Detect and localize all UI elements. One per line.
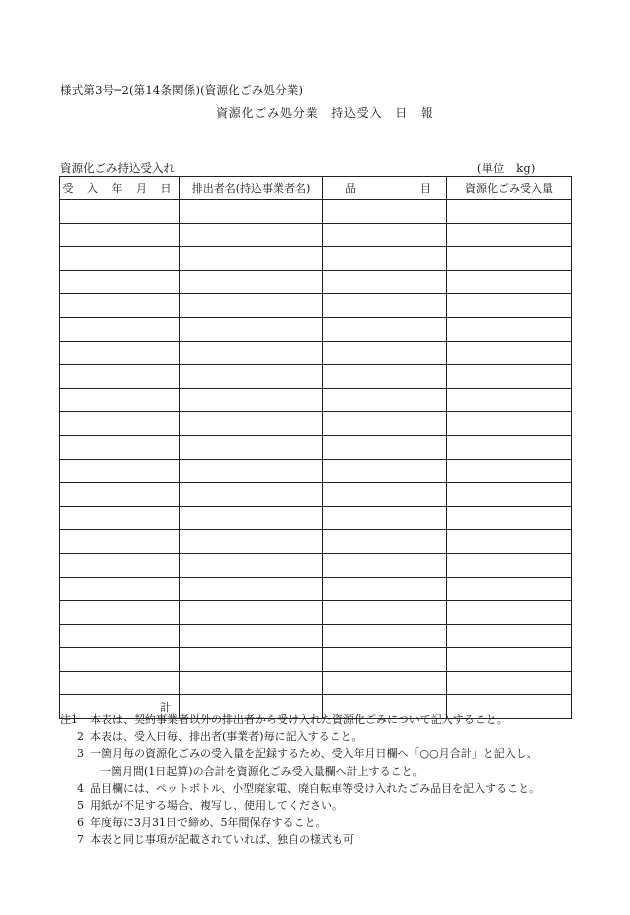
note-item: [60, 711, 540, 728]
table-row: [60, 648, 572, 672]
header-item-char2: 目: [420, 182, 431, 195]
cell-date[interactable]: [60, 270, 180, 294]
cell-item[interactable]: [323, 601, 447, 625]
cell-item[interactable]: [323, 577, 447, 601]
table-row: [60, 388, 572, 412]
intake-table: [59, 176, 572, 719]
table-row: [60, 223, 572, 247]
table-header-row: [60, 177, 572, 200]
unit-label: (単位 kg): [477, 162, 536, 175]
cell-discharger[interactable]: [180, 483, 323, 507]
total-label: 計: [60, 695, 180, 719]
note-item: [60, 797, 540, 814]
table-row: [60, 601, 572, 625]
cell-date[interactable]: [60, 388, 180, 412]
table-row: [60, 200, 572, 224]
cell-date[interactable]: [60, 553, 180, 577]
cell-date[interactable]: [60, 506, 180, 530]
cell-discharger[interactable]: [180, 294, 323, 318]
cell-item[interactable]: [323, 483, 447, 507]
cell-discharger[interactable]: [180, 459, 323, 483]
table-row: [60, 435, 572, 459]
table-body: [60, 200, 572, 719]
cell-amount[interactable]: [447, 483, 572, 507]
note-number: 3: [77, 747, 84, 761]
cell-date[interactable]: [60, 200, 180, 224]
cell-item[interactable]: [323, 341, 447, 365]
cell-date[interactable]: [60, 530, 180, 554]
cell-discharger[interactable]: [180, 247, 323, 271]
cell-item[interactable]: [323, 553, 447, 577]
note-number: 2: [77, 730, 84, 744]
cell-discharger[interactable]: [180, 648, 323, 672]
cell-discharger[interactable]: [180, 341, 323, 365]
section-label: 資源化ごみ持込受入れ: [60, 161, 175, 175]
cell-discharger[interactable]: [180, 671, 323, 695]
cell-item[interactable]: [323, 506, 447, 530]
cell-amount[interactable]: [447, 459, 572, 483]
table-row: [60, 577, 572, 601]
cell-discharger[interactable]: [180, 530, 323, 554]
cell-discharger[interactable]: [180, 388, 323, 412]
form-number: 様式第3号─2(第14条関係)(資源化ごみ処分業): [60, 83, 304, 97]
cell-amount[interactable]: [447, 506, 572, 530]
cell-discharger[interactable]: [180, 317, 323, 341]
cell-date[interactable]: [60, 483, 180, 507]
cell-date[interactable]: [60, 435, 180, 459]
note-item: [60, 780, 540, 797]
note-number: 7: [77, 833, 84, 847]
cell-item[interactable]: [323, 435, 447, 459]
table-row: [60, 483, 572, 507]
cell-discharger[interactable]: [180, 412, 323, 436]
table-row: [60, 270, 572, 294]
cell-discharger[interactable]: [180, 553, 323, 577]
cell-amount[interactable]: [447, 530, 572, 554]
cell-date[interactable]: [60, 365, 180, 389]
cell-amount[interactable]: [447, 601, 572, 625]
cell-item[interactable]: [323, 365, 447, 389]
cell-discharger[interactable]: [180, 200, 323, 224]
note-text: 一箇月毎の資源化ごみの受入量を記録するため、受入年月日欄へ「○○月合計」と記入し、: [90, 747, 538, 761]
cell-item[interactable]: [323, 388, 447, 412]
cell-amount[interactable]: [447, 435, 572, 459]
cell-item[interactable]: [323, 648, 447, 672]
note-item: [60, 763, 540, 780]
cell-date[interactable]: [60, 601, 180, 625]
note-text: 一箇月間(1日起算)の合計を資源化ごみ受入量欄へ計上すること。: [100, 764, 424, 778]
note-number: 6: [77, 816, 84, 830]
cell-amount[interactable]: [447, 577, 572, 601]
note-number: 注1: [60, 713, 78, 726]
header-date: 受 入 年 月 日: [60, 177, 180, 200]
note-text: 本表は、契約事業者以外の排出者から受け入れた資源化ごみについて記入すること。: [90, 713, 508, 726]
cell-date[interactable]: [60, 341, 180, 365]
cell-amount[interactable]: [447, 365, 572, 389]
table-row: [60, 553, 572, 577]
cell-date[interactable]: [60, 412, 180, 436]
cell-item[interactable]: [323, 412, 447, 436]
cell-amount[interactable]: [447, 317, 572, 341]
cell-discharger[interactable]: [180, 506, 323, 530]
cell-date[interactable]: [60, 223, 180, 247]
cell-discharger[interactable]: [180, 601, 323, 625]
table-row: [60, 365, 572, 389]
cell-date[interactable]: [60, 317, 180, 341]
table-row: [60, 317, 572, 341]
cell-item[interactable]: [323, 294, 447, 318]
table-row: [60, 247, 572, 271]
note-text: 品目欄には、ペットボトル、小型廃家電、廃自転車等受け入れたごみ品目を記入すること。: [90, 781, 541, 795]
cell-amount[interactable]: [447, 648, 572, 672]
cell-item[interactable]: [323, 624, 447, 648]
cell-discharger[interactable]: [180, 223, 323, 247]
note-number: [60, 763, 90, 780]
header-amount: 資源化ごみ受入量: [447, 177, 572, 200]
table-row: [60, 459, 572, 483]
table-row: [60, 294, 572, 318]
cell-discharger[interactable]: [180, 270, 323, 294]
page-title: 資源化ごみ処分業 持込受入 日 報: [216, 106, 434, 120]
table-row: [60, 671, 572, 695]
cell-amount[interactable]: [447, 624, 572, 648]
table-row: [60, 530, 572, 554]
cell-date[interactable]: [60, 294, 180, 318]
note-number: 4: [77, 781, 84, 795]
cell-amount[interactable]: [447, 270, 572, 294]
note-item: [60, 831, 540, 848]
cell-item[interactable]: [323, 459, 447, 483]
cell-date[interactable]: [60, 648, 180, 672]
cell-amount[interactable]: [447, 412, 572, 436]
notes: [60, 711, 540, 849]
table-row: [60, 506, 572, 530]
cell-amount[interactable]: [447, 247, 572, 271]
cell-discharger[interactable]: [180, 365, 323, 389]
cell-amount[interactable]: [447, 553, 572, 577]
cell-date[interactable]: [60, 671, 180, 695]
note-text: 本表と同じ事項が記載されていれば、独自の様式も可: [90, 833, 354, 847]
cell-item[interactable]: [323, 270, 447, 294]
note-text: 本表は、受入日毎、排出者(事業者)毎に記入すること。: [90, 730, 363, 744]
cell-amount[interactable]: [447, 294, 572, 318]
note-item: [60, 745, 540, 762]
cell-amount[interactable]: [447, 388, 572, 412]
header-item-char1: 品: [345, 182, 356, 195]
cell-amount[interactable]: [447, 223, 572, 247]
table-row: [60, 624, 572, 648]
cell-amount[interactable]: [447, 671, 572, 695]
cell-amount[interactable]: [447, 200, 572, 224]
cell-item[interactable]: [323, 247, 447, 271]
cell-item[interactable]: [323, 530, 447, 554]
cell-date[interactable]: [60, 459, 180, 483]
cell-date[interactable]: [60, 624, 180, 648]
cell-item[interactable]: [323, 223, 447, 247]
table-row: [60, 412, 572, 436]
note-text: 年度毎に3月31日で締め、5年間保存すること。: [90, 816, 327, 830]
note-text: 用紙が不足する場合、複写し、使用してください。: [90, 799, 343, 813]
header-discharger: 排出者名(持込事業者名): [180, 177, 323, 200]
header-item: [323, 177, 447, 200]
cell-discharger[interactable]: [180, 435, 323, 459]
cell-item[interactable]: [323, 200, 447, 224]
table-row: [60, 341, 572, 365]
cell-amount[interactable]: [447, 341, 572, 365]
cell-date[interactable]: [60, 247, 180, 271]
cell-date[interactable]: [60, 577, 180, 601]
cell-discharger[interactable]: [180, 624, 323, 648]
cell-discharger[interactable]: [180, 577, 323, 601]
cell-item[interactable]: [323, 317, 447, 341]
cell-item[interactable]: [323, 671, 447, 695]
note-number: 5: [77, 799, 84, 813]
note-item: [60, 814, 540, 831]
note-item: [60, 728, 540, 745]
